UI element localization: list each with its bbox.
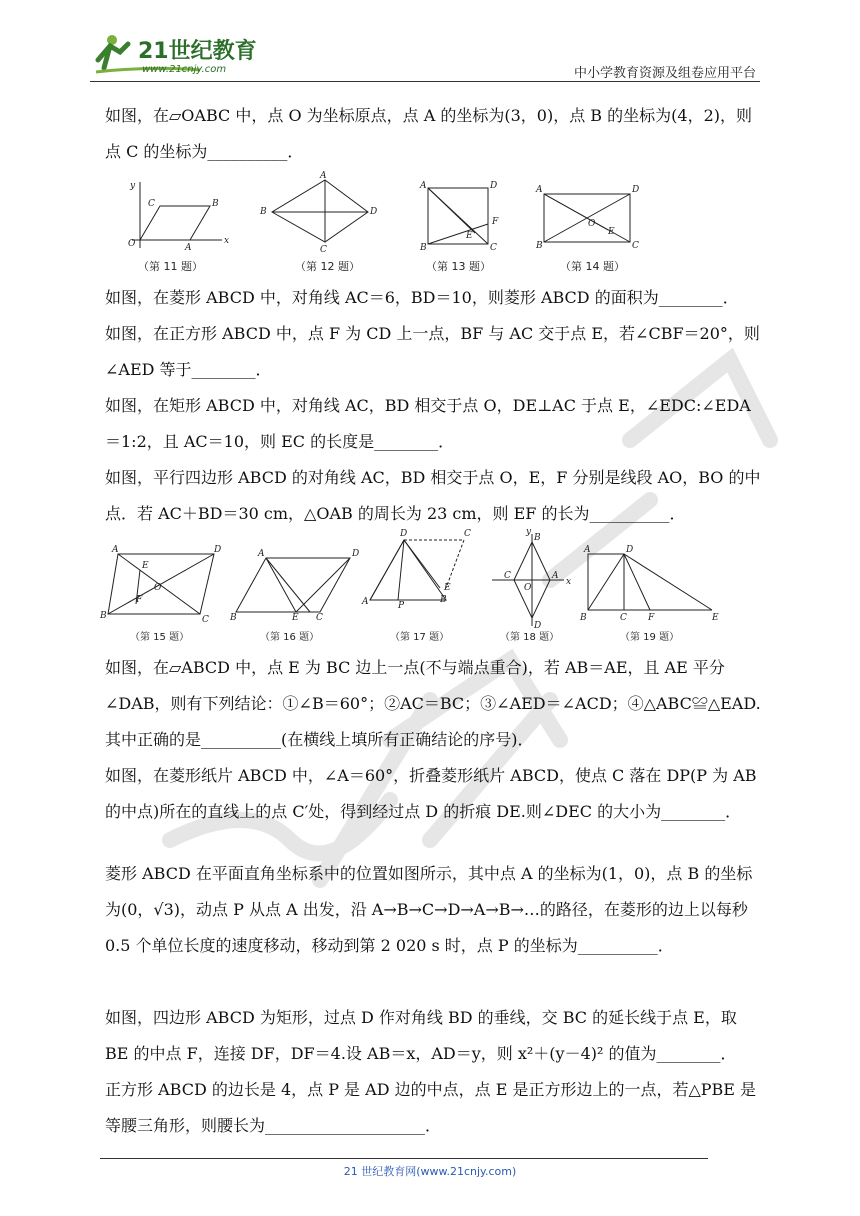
svg-text:C: C [316, 613, 323, 623]
svg-text:y: y [130, 181, 136, 191]
svg-text:F: F [136, 595, 143, 605]
figure-19 [588, 554, 712, 610]
svg-text:D: D [534, 621, 542, 631]
svg-text:P: P [398, 601, 405, 611]
footer-text: 21 世纪教育网(www.21cnjy.com) [343, 1165, 517, 1178]
svg-text:A: A [258, 549, 265, 559]
svg-text:C: C [148, 199, 155, 209]
svg-text:x: x [224, 236, 230, 246]
svg-text:E: E [292, 613, 299, 623]
svg-text:（第 17 题）: （第 17 题） [390, 632, 450, 643]
svg-text:（第 13 题）: （第 13 题） [426, 260, 491, 273]
svg-text:C: C [320, 245, 327, 255]
logo-icon [90, 30, 260, 78]
header-rule [90, 81, 760, 82]
svg-text:D: D [626, 545, 634, 555]
question-16: 如图，在▱ABCD 中，点 E 为 BC 边上一点(不与端点重合)，若 AB＝AE，且 AE 平分∠DAB，则有下列结论：①∠B＝60°；②AC＝BC；③∠AED＝∠ACD；④△ABC≌△EAD.其中正确的是__________(在横线上填所有正确结论的序号)． [105, 658, 761, 749]
svg-text:21世纪教育: 21世纪教育 [138, 39, 257, 64]
svg-text:C: C [464, 529, 471, 539]
svg-text:E: E [142, 561, 149, 571]
svg-text:O: O [154, 583, 162, 593]
question-20: 正方形 ABCD 的边长是 4，点 P 是 AD 边的中点，点 E 是正方形边上的一点，若△PBE 是等腰三角形，则腰长为____________________． [105, 1080, 757, 1135]
svg-text:B: B [440, 595, 447, 605]
svg-text:A: A [320, 171, 327, 181]
svg-text:A: A [185, 243, 192, 253]
svg-text:F: F [648, 613, 655, 623]
footer-rule [100, 1158, 708, 1159]
svg-text:C: C [620, 613, 627, 623]
svg-text:（第 19 题）: （第 19 题） [620, 632, 680, 643]
figure-13 [428, 188, 488, 244]
svg-text:（第 11 题）: （第 11 题） [138, 260, 203, 273]
svg-text:D: D [352, 549, 360, 559]
svg-text:E: E [712, 613, 719, 623]
svg-text:x: x [566, 577, 572, 587]
question-14: 如图，在矩形 ABCD 中，对角线 AC，BD 相交于点 O，DE⊥AC 于点 E，∠EDC:∠EDA＝1:2，且 AC＝10，则 EC 的长度是________． [105, 396, 751, 451]
svg-text:C: C [632, 241, 639, 251]
svg-text:（第 12 题）: （第 12 题） [295, 260, 360, 273]
svg-text:B: B [580, 613, 587, 623]
svg-text:B: B [420, 243, 427, 253]
svg-text:B: B [536, 241, 543, 251]
svg-text:B: B [212, 199, 219, 209]
svg-text:C: C [504, 571, 511, 581]
figure-14 [544, 194, 630, 242]
svg-text:www.21cnjy.com: www.21cnjy.com [142, 64, 227, 75]
svg-text:D: D [370, 207, 378, 217]
svg-text:B: B [230, 613, 237, 623]
svg-text:C: C [202, 615, 209, 625]
svg-text:B: B [534, 533, 541, 543]
svg-text:D: D [632, 185, 640, 195]
svg-text:A: A [552, 571, 559, 581]
figure-12 [272, 180, 368, 242]
page-header [90, 30, 760, 82]
svg-text:B: B [100, 611, 107, 621]
question-12: 如图，在菱形 ABCD 中，对角线 AC＝6，BD＝10，则菱形 ABCD 的面积为________． [105, 288, 739, 307]
svg-text:y: y [526, 527, 532, 537]
svg-text:D: D [490, 181, 498, 191]
svg-text:（第 18 题）: （第 18 题） [500, 632, 560, 643]
question-11: 如图，在▱OABC 中，点 O 为坐标原点，点 A 的坐标为(3，0)，点 B 的坐标为(4，2)，则点 C 的坐标为__________． [105, 106, 752, 161]
question-13: 如图，在正方形 ABCD 中，点 F 为 CD 上一点，BF 与 AC 交于点 E，若∠CBF＝20°，则∠AED 等于________． [105, 324, 760, 379]
svg-text:E: E [608, 227, 615, 237]
svg-text:A: A [112, 545, 119, 555]
svg-text:E: E [466, 231, 473, 241]
figures-row-1 [110, 171, 770, 274]
question-17: 如图，在菱形纸片 ABCD 中，∠A＝60°，折叠菱形纸片 ABCD，使点 C 落在 DP(P 为 AB 的中点)所在的直线上的点 C′处，得到经过点 D 的折痕 DE.则∠DEC 的大小为________． [105, 766, 757, 821]
svg-text:D: D [400, 529, 408, 539]
figures-row-2 [100, 528, 740, 646]
question-19: 如图，四边形 ABCD 为矩形，过点 D 作对角线 BD 的垂线，交 BC 的延长线于点 E，取 BE 的中点 F，连接 DF，DF＝4.设 AB＝x，AD＝y，则 x²＋(y－4)² 的值为________． [105, 1008, 737, 1063]
svg-text:A: A [420, 181, 427, 191]
svg-text:F: F [492, 217, 499, 227]
question-18: 菱形 ABCD 在平面直角坐标系中的位置如图所示，其中点 A 的坐标为(1，0)，点 B 的坐标为(0，√3)，动点 P 从点 A 出发，沿 A→B→C→D→A→B→…的路径，在菱形的边上以每秒 0.5 个单位长度的速度移动，移动到第 2 020 s 时，点 P 的坐标为__________． [105, 864, 753, 955]
svg-text:A: A [362, 597, 369, 607]
question-15: 如图，平行四边形 ABCD 的对角线 AC，BD 相交于点 O，E，F 分别是线段 AO，BO 的中点．若 AC＋BD＝30 cm，△OAB 的周长为 23 cm，则 EF 的长为__________． [105, 468, 761, 523]
figure-16 [236, 558, 350, 612]
header-platform-name: 中小学教育资源及组卷应用平台 [573, 66, 756, 81]
svg-text:E: E [444, 583, 451, 593]
svg-text:O: O [524, 583, 532, 593]
svg-text:A: A [536, 185, 543, 195]
svg-text:O: O [128, 239, 136, 249]
svg-text:B: B [260, 207, 267, 217]
svg-text:（第 14 题）: （第 14 题） [560, 260, 625, 273]
svg-text:C: C [490, 243, 497, 253]
svg-text:A: A [584, 545, 591, 555]
svg-text:O: O [588, 219, 596, 229]
svg-text:D: D [214, 545, 222, 555]
svg-text:（第 16 题）: （第 16 题） [260, 632, 320, 643]
figure-11 [132, 182, 222, 248]
svg-text:（第 15 题）: （第 15 题） [130, 632, 190, 643]
